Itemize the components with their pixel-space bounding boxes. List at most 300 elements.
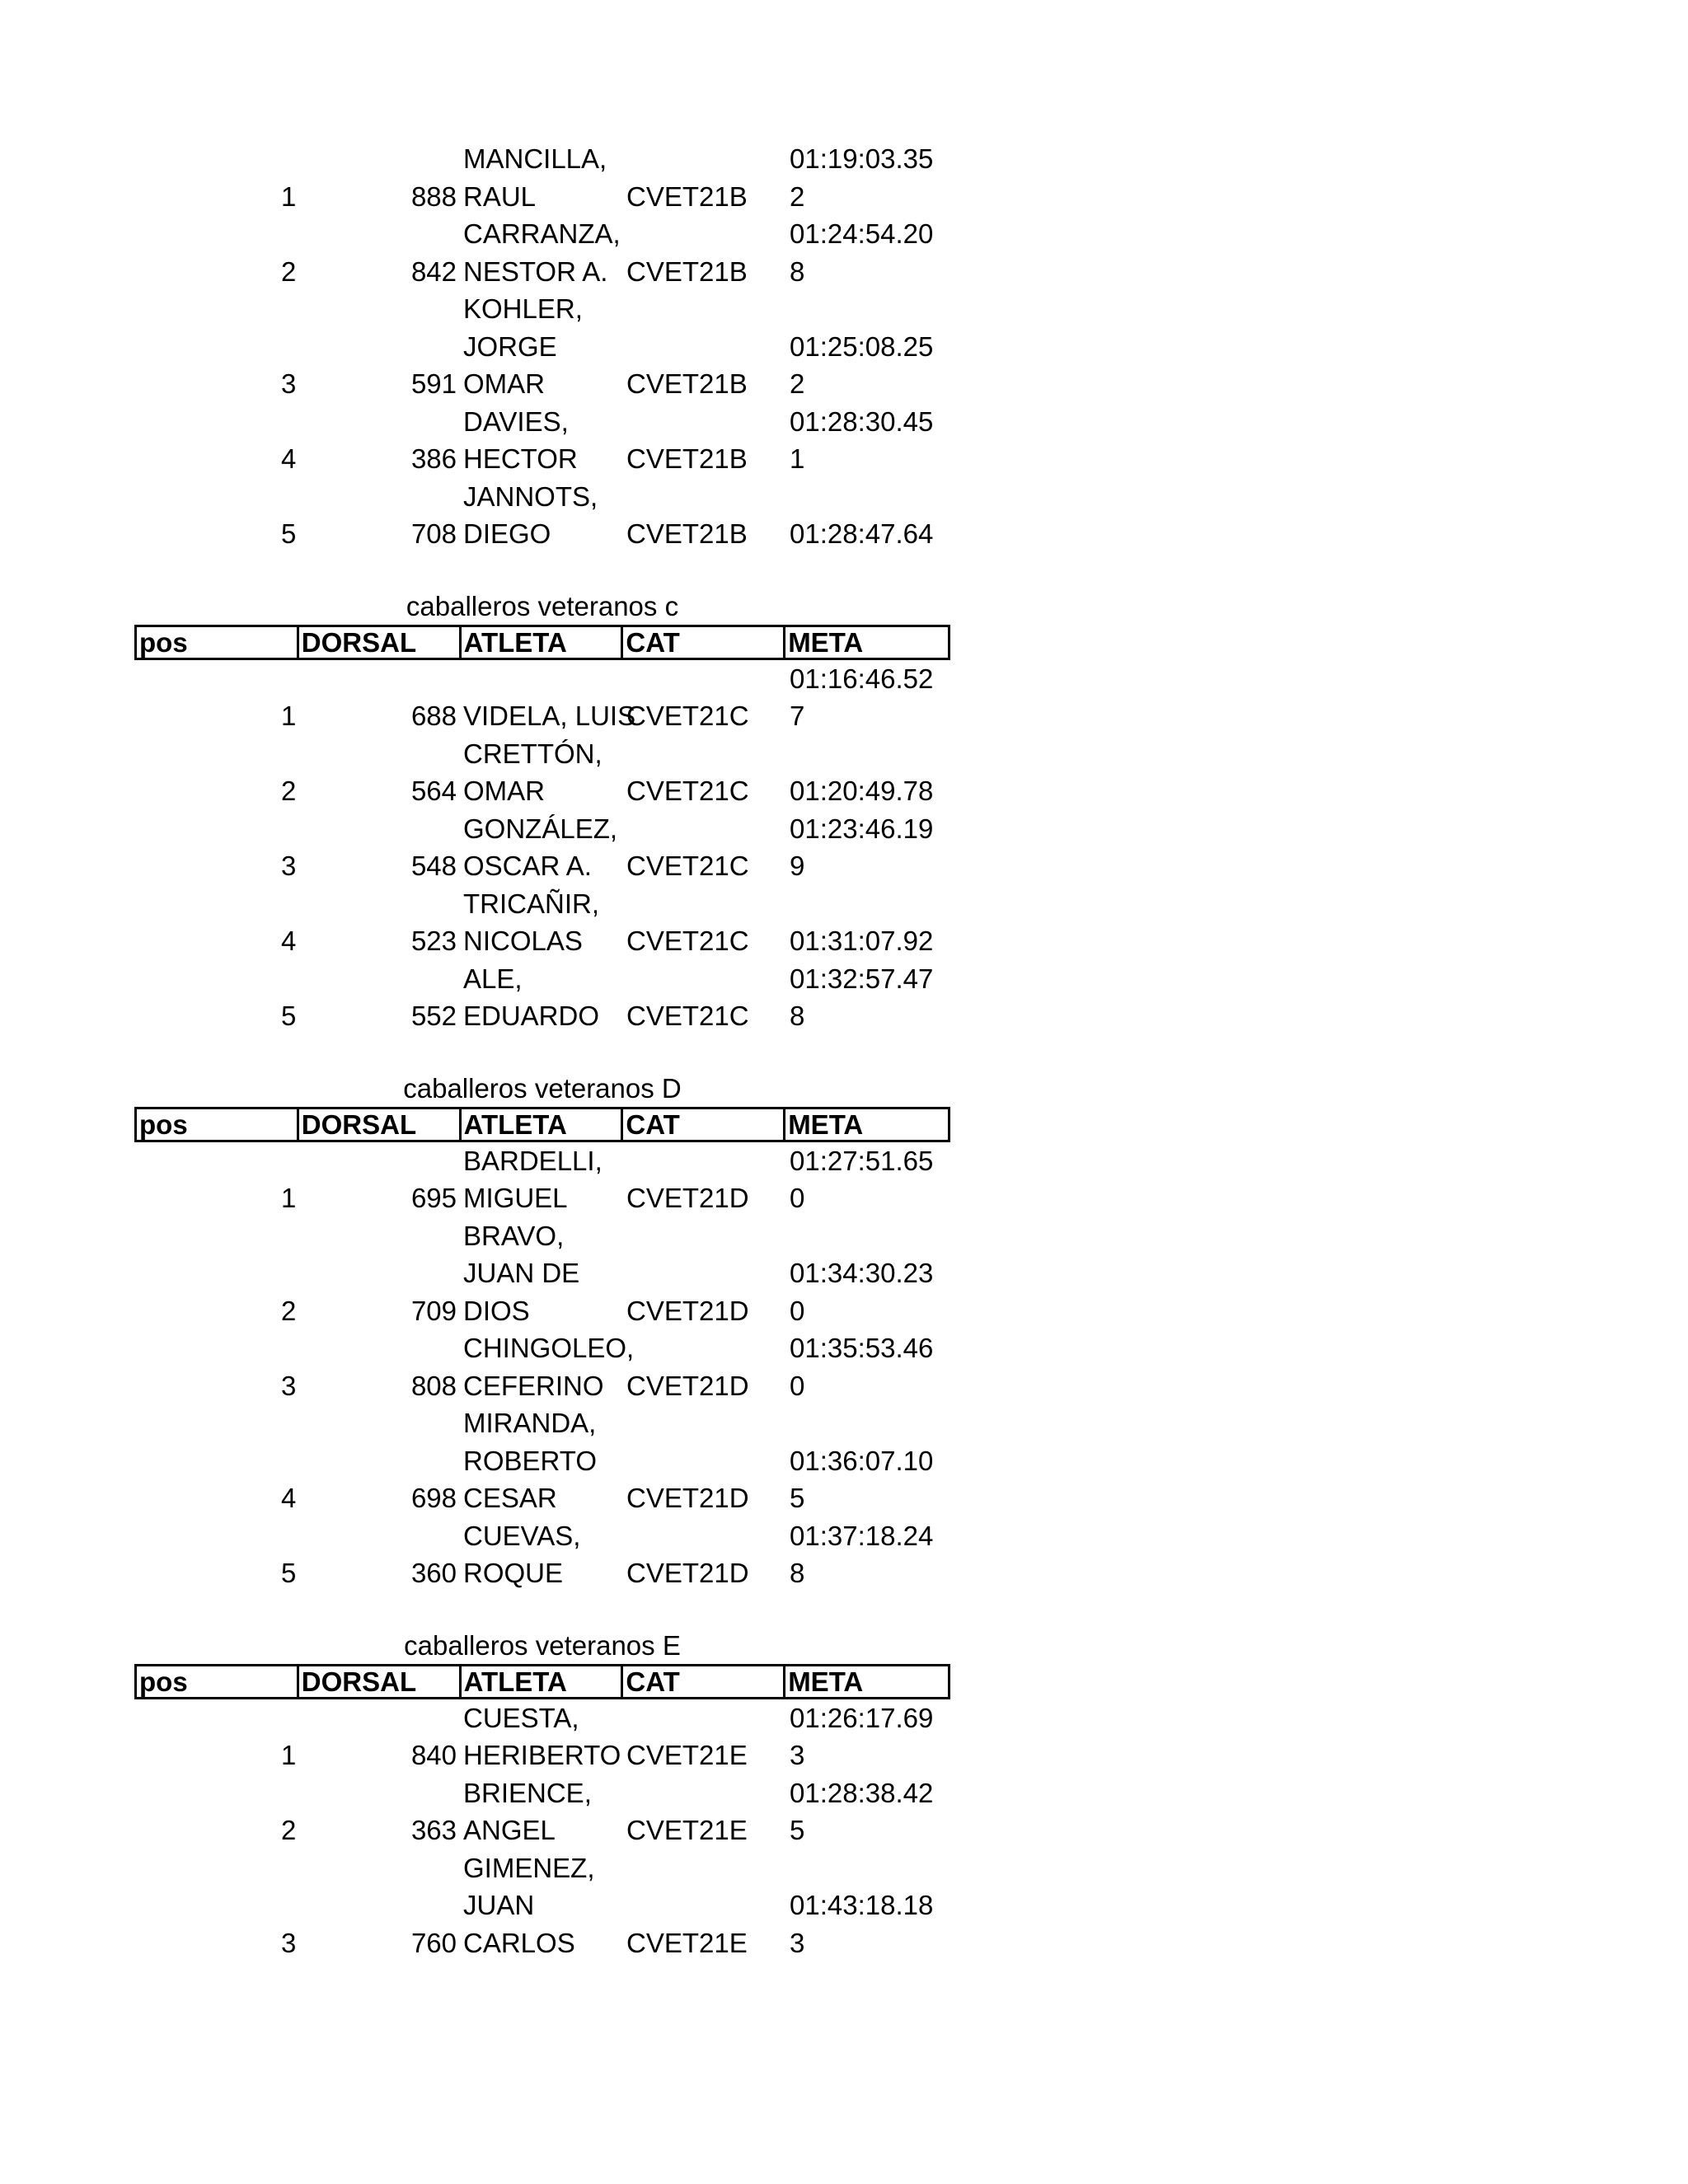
blank-line [623,403,786,441]
athlete-cell [460,960,623,1035]
category-cell [623,290,786,403]
athlete-name-line: VIDELA, LUIS [463,701,636,731]
finish-time-line: 5 [790,1815,805,1845]
blank-line [786,478,950,516]
results-section [134,1592,950,1962]
table-row [134,660,950,735]
athlete-cell [460,403,623,478]
pos-cell [134,1404,298,1517]
header-meta: META [788,1108,864,1140]
blank-line [298,960,460,998]
blank-line [623,1142,786,1180]
athlete-name-line: DIOS [463,1295,530,1326]
table-row [134,1404,950,1517]
pos-cell [134,290,298,403]
table-row [134,735,950,810]
blank-line [786,735,950,773]
category-cell [623,810,786,885]
finish-time-line: 8 [790,1001,805,1031]
table-header [134,1107,950,1142]
blank-line [298,810,460,848]
table-header [134,625,950,660]
dorsal-cell [298,735,460,810]
blank-line [134,478,298,516]
blank-line [298,1849,460,1887]
header-pos: pos [137,627,299,658]
category-value: CVET21B [626,180,748,212]
athlete-name-line: HERIBERTO [463,1740,621,1770]
table-row [134,1699,950,1774]
athlete-name-line: ANGEL [463,1815,556,1845]
finish-time-cell [786,735,950,810]
table-row [134,1517,950,1592]
results-section [134,553,950,1035]
blank-line [623,660,786,698]
category-cell [623,1774,786,1849]
finish-time-line: 8 [790,1558,805,1588]
finish-time-line: 01:36:07.10 [790,1445,934,1476]
position-value: 3 [281,368,297,399]
category-value: CVET21C [626,701,749,731]
category-value: CVET21D [626,1183,749,1213]
category-cell [623,140,786,215]
athlete-name-line: OSCAR A. [463,851,592,881]
finish-time-line: 01:20:49.78 [790,776,934,806]
results-section [134,140,950,553]
athlete-name-line: TRICAÑIR, [463,888,599,919]
dorsal-value: 708 [410,518,457,549]
athlete-name-line: OMAR [463,776,545,806]
blank-line [298,735,460,773]
position-value: 1 [281,701,297,731]
category-cell [623,960,786,1035]
finish-time-line: 1 [790,443,805,474]
dorsal-value: 842 [410,255,457,287]
athlete-cell [460,1774,623,1849]
header-dorsal: DORSAL [299,1666,462,1697]
category-cell [623,215,786,290]
table-row [134,810,950,885]
position-value: 2 [281,1295,297,1326]
blank-line [134,403,298,441]
dorsal-cell [298,1849,460,1962]
pos-cell [134,1774,298,1849]
athlete-cell [460,1517,623,1592]
finish-time-cell [786,810,950,885]
header-cat: CAT [623,1666,785,1697]
finish-time-cell [786,1699,950,1774]
position-value: 5 [281,1001,297,1031]
blank-line [786,290,950,328]
dorsal-cell [298,1517,460,1592]
athlete-name-line: CESAR [463,1483,557,1513]
athlete-name-line: GONZÁLEZ, [463,813,618,844]
athlete-cell [460,478,623,553]
finish-time-line: 9 [790,851,805,881]
blank-line [134,1517,298,1555]
athlete-cell [460,735,623,810]
category-value: CVET21D [626,1483,749,1513]
pos-cell [134,885,298,960]
finish-time-line: 01:19:03.35 [790,143,934,174]
pos-cell [134,140,298,215]
pos-cell [134,1329,298,1404]
athlete-name-line: CRETTÓN, [463,738,603,769]
table-row [134,215,950,290]
blank-line [623,1254,786,1292]
athlete-name-line: GIMENEZ, [463,1852,595,1883]
blank-line [298,1442,460,1480]
blank-line [134,215,298,253]
finish-time-line: 01:24:54.20 [790,218,934,249]
table-row [134,885,950,960]
finish-time-line: 01:23:46.19 [790,813,934,844]
athlete-name-line: CUEVAS, [463,1520,581,1551]
finish-time-line: 8 [790,255,805,287]
blank-line [134,960,298,998]
table-row [134,1217,950,1330]
athlete-name-line: MIRANDA, [463,1408,597,1438]
blank-line [134,1217,298,1255]
category-value: CVET21C [626,926,749,956]
dorsal-cell [298,660,460,735]
table-row [134,1774,950,1849]
blank-line [623,1517,786,1555]
blank-line [134,1774,298,1812]
blank-line [134,810,298,848]
position-value: 2 [281,776,297,806]
blank-line [298,1886,460,1924]
athlete-name-line: JORGE [463,330,557,362]
pos-cell [134,478,298,553]
section-title: caballeros veteranos c [406,590,679,621]
category-cell [623,885,786,960]
section-gap [134,1035,950,1070]
blank-line [298,1404,460,1442]
section-gap [134,1592,950,1627]
blank-line [298,290,460,328]
finish-time-line: 7 [790,701,805,731]
position-value: 4 [281,926,297,956]
blank-line [134,328,298,366]
dorsal-cell [298,1142,460,1217]
pos-cell [134,810,298,885]
category-cell [623,1849,786,1962]
blank-line [298,1774,460,1812]
finish-time-line: 01:28:38.42 [790,1777,934,1808]
pos-cell [134,1699,298,1774]
blank-line [298,885,460,923]
results-section [134,1035,950,1592]
athlete-name-line: RAUL [463,180,537,212]
blank-line [623,140,786,178]
table-row [134,1329,950,1404]
finish-time-line: 01:32:57.47 [790,963,934,994]
position-value: 1 [281,1740,297,1770]
table-row [134,290,950,403]
category-value: CVET21D [626,1370,749,1401]
category-cell [623,1517,786,1592]
position-value: 4 [281,443,297,474]
finish-time-line: 2 [790,368,805,399]
header-pos: pos [137,1109,299,1140]
athlete-name-line: CHINGOLEO, [463,1333,635,1363]
header-cat: CAT [623,1109,785,1140]
category-value: CVET21E [626,1927,748,1958]
blank-line [623,810,786,848]
athlete-name-line: KOHLER, [463,293,583,324]
blank-line [623,1217,786,1255]
blank-line [134,1442,298,1480]
pos-cell [134,960,298,1035]
dorsal-cell [298,1329,460,1404]
category-value: CVET21C [626,776,749,806]
blank-line [134,1142,298,1180]
athlete-cell [460,1217,623,1330]
header-meta: META [788,1666,864,1697]
blank-line [623,885,786,923]
dorsal-value: 548 [410,851,457,881]
athlete-name-line: CARLOS [463,1927,575,1958]
athlete-cell [460,1849,623,1962]
blank-line [623,328,786,366]
athlete-cell [460,1329,635,1404]
table-row [134,960,950,1035]
athlete-cell [460,885,623,960]
dorsal-cell [298,478,460,553]
category-cell [623,735,786,810]
blank-line [134,1254,298,1292]
blank-line [134,1699,298,1737]
table-row [134,403,950,478]
dorsal-value: 386 [410,443,457,474]
position-value: 3 [281,1370,297,1401]
header-atleta: ATLETA [462,1109,624,1140]
athlete-cell [460,810,623,885]
dorsal-value: 760 [410,1927,457,1958]
finish-time-cell [786,660,950,735]
athlete-name-line: JUAN DE [463,1258,580,1288]
blank-line [623,1329,786,1367]
athlete-name-line: JUAN [463,1890,535,1920]
pos-cell [134,403,298,478]
finish-time-cell [786,1217,950,1330]
blank-line [623,1774,786,1812]
finish-time-line: 3 [790,1927,805,1958]
blank-line [298,660,460,698]
athlete-name-line: OMAR [463,368,545,399]
position-value: 3 [281,851,297,881]
dorsal-cell [298,1404,460,1517]
finish-time-cell [786,290,950,403]
blank-line [134,660,298,698]
finish-time-line: 01:26:17.69 [790,1702,934,1733]
finish-time-cell [786,478,950,553]
category-cell [623,1217,786,1330]
position-value: 5 [281,518,297,549]
category-cell [623,478,786,553]
dorsal-cell [298,1774,460,1849]
athlete-name-line: ROQUE [463,1558,564,1588]
athlete-cell [460,215,623,290]
athlete-name-line: DIEGO [463,518,551,549]
dorsal-value: 591 [410,368,457,399]
dorsal-cell [298,215,460,290]
position-value: 5 [281,1558,297,1588]
finish-time-line: 01:27:51.65 [790,1145,934,1176]
blank-line [298,1699,460,1737]
finish-time-cell [786,215,950,290]
athlete-name-line: CUESTA, [463,1702,579,1733]
athlete-name-line: MANCILLA, [463,143,607,174]
blank-line [134,140,298,178]
category-cell [623,1699,786,1774]
dorsal-value: 888 [410,180,457,212]
blank-line [623,478,786,516]
finish-time-cell [786,1517,950,1592]
category-value: CVET21C [626,1001,749,1031]
athlete-name-line: DAVIES, [463,405,569,437]
finish-time-cell [786,960,950,1035]
finish-time-line: 0 [790,1183,805,1213]
blank-line [134,1329,298,1367]
category-value: CVET21B [626,443,748,474]
blank-line [134,1849,298,1887]
finish-time-line: 01:28:30.45 [790,405,934,437]
finish-time-line: 01:28:47.64 [790,518,934,549]
finish-time-line: 01:31:07.92 [790,926,934,956]
athlete-cell [460,290,623,403]
finish-time-cell [786,885,950,960]
blank-line [298,478,460,516]
category-value: CVET21E [626,1740,748,1770]
finish-time-line: 5 [790,1483,805,1513]
athlete-cell [460,140,623,215]
category-cell [623,1329,786,1404]
finish-time-line: 01:43:18.18 [790,1890,934,1920]
blank-line [134,735,298,773]
dorsal-value: 564 [410,776,457,806]
dorsal-value: 523 [410,926,457,956]
dorsal-cell [298,290,460,403]
dorsal-cell [298,960,460,1035]
finish-time-cell [786,140,950,215]
blank-line [786,885,950,923]
dorsal-cell [298,140,460,215]
position-value: 1 [281,1183,297,1213]
finish-time-line: 3 [790,1740,805,1770]
dorsal-value: 709 [410,1295,457,1326]
finish-time-line: 01:34:30.23 [790,1258,934,1288]
athlete-name-line: NESTOR A. [463,255,608,287]
blank-line [134,1886,298,1924]
athlete-name-line: BRAVO, [463,1220,565,1251]
blank-line [298,403,460,441]
header-dorsal: DORSAL [299,627,462,658]
blank-line [298,1329,460,1367]
athlete-name-line: NICOLAS [463,926,583,956]
category-value: CVET21B [626,368,748,399]
athlete-name-line: ROBERTO [463,1445,597,1476]
header-cat: CAT [623,627,785,658]
finish-time-line: 0 [790,1295,805,1326]
category-cell [623,1142,786,1217]
finish-time-cell [786,1404,950,1517]
header-dorsal: DORSAL [299,1109,462,1140]
dorsal-cell [298,810,460,885]
athlete-name-line: CARRANZA, [463,218,621,249]
results-sheet [134,140,950,1961]
athlete-name-line: CEFERINO [463,1370,604,1401]
blank-line [623,1849,786,1887]
dorsal-value: 808 [410,1370,457,1401]
finish-time-cell [786,1142,950,1217]
finish-time-line: 01:37:18.24 [790,1520,934,1551]
blank-line [623,1886,786,1924]
blank-line [786,1849,950,1887]
blank-line [623,290,786,328]
blank-line [298,1142,460,1180]
blank-line [623,735,786,773]
position-value: 2 [281,1815,297,1845]
finish-time-line: 01:25:08.25 [790,330,934,362]
position-value: 1 [281,180,297,212]
pos-cell [134,1517,298,1592]
athlete-cell [460,1142,623,1217]
blank-line [786,1404,950,1442]
section-title: caballeros veteranos E [404,1629,681,1661]
athlete-name-line: HECTOR [463,443,578,474]
dorsal-value: 360 [410,1558,457,1588]
blank-line [623,1404,786,1442]
athlete-name-line: BRIENCE, [463,1777,592,1808]
dorsal-cell [298,403,460,478]
dorsal-value: 840 [410,1740,457,1770]
category-cell [623,660,786,735]
athlete-cell [460,1404,623,1517]
table-row [134,140,950,215]
athlete-name-line: MIGUEL [463,1183,568,1213]
header-atleta: ATLETA [462,1666,624,1697]
header-pos: pos [137,1666,299,1697]
blank-line [786,1217,950,1255]
finish-time-line: 2 [790,180,805,212]
table-row [134,478,950,553]
pos-cell [134,660,298,735]
finish-time-line: 0 [790,1370,805,1401]
dorsal-value: 552 [410,1001,457,1031]
blank-line [298,215,460,253]
finish-time-cell [786,403,950,478]
category-value: CVET21D [626,1558,749,1588]
finish-time-cell [786,1774,950,1849]
athlete-cell [460,1699,623,1774]
athlete-name-line: JANNOTS, [463,480,598,512]
blank-line [298,1517,460,1555]
blank-line [298,140,460,178]
position-value: 2 [281,255,297,287]
blank-line [623,1699,786,1737]
category-value: CVET21E [626,1815,748,1845]
section-title: caballeros veteranos D [403,1072,682,1104]
header-meta: META [788,626,864,658]
pos-cell [134,1142,298,1217]
section-gap [134,553,950,588]
pos-cell [134,1849,298,1962]
blank-line [298,1254,460,1292]
blank-line [460,660,623,698]
table-row [134,1849,950,1962]
